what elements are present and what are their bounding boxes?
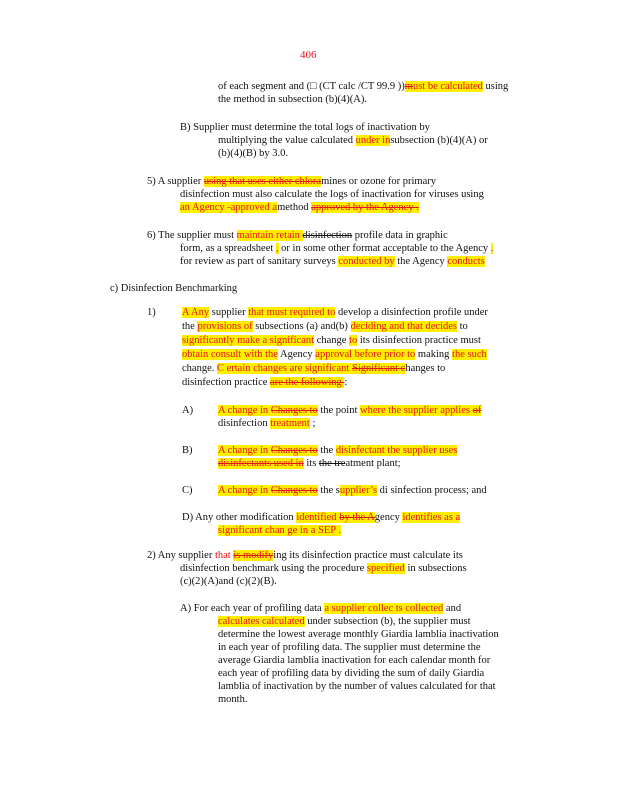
text-line <box>218 147 288 160</box>
text-line <box>182 484 193 497</box>
text-run: c) Disinfection Benchmarking <box>110 283 238 294</box>
text-line <box>180 201 419 214</box>
text-run: 1) <box>147 307 156 318</box>
inserted-text: significantly make a significant <box>182 335 315 346</box>
deleted-text: the tre <box>318 458 346 469</box>
deleted-text: approved by the Agency . <box>311 202 419 213</box>
text-run: 6) The supplier must <box>147 230 237 241</box>
deleted-text: m <box>404 81 413 92</box>
text-run: disinfection benchmark using the procedure <box>180 563 367 574</box>
text-run: profile data in graphic <box>352 230 448 241</box>
text-line <box>218 444 457 457</box>
text-line <box>218 667 484 680</box>
text-line <box>180 575 277 588</box>
text-run: change <box>314 335 350 346</box>
text-run: gency <box>374 512 403 523</box>
inserted-text: C ertain changes are significant <box>216 363 352 374</box>
text-line <box>180 562 467 575</box>
deleted-text: by the A <box>339 512 375 523</box>
text-line <box>180 188 484 201</box>
text-run: atment plant; <box>345 458 401 469</box>
text-run: the point <box>317 405 361 416</box>
text-run: disinfection practice <box>182 377 271 388</box>
deleted-text: Changes to <box>270 445 318 456</box>
text-run: each year of profiling data by dividing the sum of daily Giardia <box>218 668 485 679</box>
text-line <box>218 404 481 417</box>
inserted-text: to <box>349 335 358 346</box>
text-line <box>218 524 341 537</box>
text-line <box>147 175 436 188</box>
text-run: C) <box>182 485 193 496</box>
inserted-text: , <box>275 243 279 254</box>
text-run: the s <box>317 485 340 496</box>
text-run: B) <box>182 445 193 456</box>
inserted-text: approval before prior to <box>315 349 416 360</box>
inserted-text: conducted by <box>338 256 395 267</box>
deleted-text: disinfection <box>302 230 353 241</box>
inserted-text: where the supplier applies <box>360 405 473 416</box>
deleted-text: Significant c <box>351 363 406 374</box>
text-line <box>182 362 445 375</box>
text-run: its <box>303 458 319 469</box>
text-run: D) Any other modification <box>182 512 297 523</box>
inserted-text: an Agency -approved a <box>180 202 278 213</box>
text-line <box>182 404 193 417</box>
deleted-text: are the following <box>270 377 345 388</box>
text-run: disinfection must also calculate the logs of inactivation for viruses using <box>180 189 484 200</box>
page-number: 406 <box>300 49 317 61</box>
text-run: subsection (b)(4)(A) or <box>390 135 488 146</box>
text-run: (b)(4)(B) by 3.0. <box>218 148 288 159</box>
text-line <box>218 417 315 430</box>
text-run: the <box>317 445 336 456</box>
text-line <box>218 134 488 147</box>
inserted-text: calculates calculated <box>218 616 305 627</box>
text-run: under subsection (b), the supplier must <box>304 616 471 627</box>
inserted-text: conducts <box>447 256 485 267</box>
text-run: that <box>214 550 234 561</box>
text-run: subsections (a) and(b) <box>252 321 351 332</box>
text-run: the <box>182 321 198 332</box>
text-run: change. <box>182 363 217 374</box>
inserted-text: provisions of <box>197 321 253 332</box>
text-line <box>218 615 471 628</box>
text-run: )) <box>395 81 405 92</box>
text-line <box>218 628 499 641</box>
text-run: B) Supplier must determine the total logs of inactivation by <box>180 122 430 133</box>
inserted-text: treatment <box>270 418 310 429</box>
text-run: /CT <box>355 81 377 92</box>
inserted-text: that must required to <box>248 307 336 318</box>
text-run: the Agency <box>394 256 448 267</box>
text-line <box>182 334 481 347</box>
text-line <box>182 444 193 457</box>
text-run: for review as part of sanitary surveys <box>180 256 339 267</box>
text-run: multiplying the value calculated <box>218 135 356 146</box>
text-run: of each segment and (□ (CT <box>218 81 339 92</box>
deleted-text: of <box>472 405 482 416</box>
text-line <box>147 549 463 562</box>
deleted-text: Changes to <box>270 485 318 496</box>
inserted-text: obtain consult with the <box>182 349 278 360</box>
inserted-text: A change in <box>218 405 271 416</box>
text-run: Agency <box>277 349 316 360</box>
inserted-text: deciding and that decides <box>350 321 457 332</box>
inserted-text: under in <box>355 135 391 146</box>
text-run: develop a disinfection profile under <box>335 307 488 318</box>
inserted-text: identified <box>296 512 340 523</box>
inserted-text: upplier’s <box>339 485 378 496</box>
text-run: hanges to <box>405 363 446 374</box>
inserted-text: specified <box>366 563 405 574</box>
text-line <box>218 680 496 693</box>
deleted-text: is modify <box>233 550 274 561</box>
inserted-text: ust be calculated <box>412 81 483 92</box>
text-line <box>180 121 430 134</box>
text-line <box>182 320 468 333</box>
text-line <box>180 602 461 615</box>
text-run: (c)(2)(A)and (c)(2)(B). <box>180 576 277 587</box>
text-run: : <box>344 377 348 388</box>
text-run: average Giardia lamblia inactivation for each calendar month for <box>218 655 491 666</box>
inserted-text: A Any <box>182 307 210 318</box>
inserted-text: a supplier collec ts collected <box>324 603 444 614</box>
text-run: ; <box>309 418 316 429</box>
text-line <box>218 484 487 497</box>
text-run: the method in subsection (b)(4)(A). <box>218 94 368 105</box>
inserted-text: A change in <box>218 445 271 456</box>
text-run: 99.9 <box>376 81 396 92</box>
text-line <box>218 457 401 470</box>
text-run: supplier <box>209 307 249 318</box>
inserted-text: maintain retain <box>236 230 303 241</box>
text-run: using <box>482 81 509 92</box>
text-line <box>180 255 485 268</box>
text-run: form, as a spreadsheet <box>180 243 276 254</box>
text-line <box>218 693 247 706</box>
text-line <box>182 348 487 361</box>
inserted-text: A change in <box>218 485 271 496</box>
text-line <box>147 306 156 319</box>
text-run: disinfection <box>218 418 271 429</box>
text-run: 2) Any supplier <box>147 550 215 561</box>
text-run: A) For each year of profiling data <box>180 603 325 614</box>
text-run: month. <box>218 694 248 705</box>
text-run: its disinfection practice must <box>357 335 481 346</box>
inserted-text: the such <box>452 349 487 360</box>
text-line <box>182 306 488 319</box>
text-run: in each year of profiling data. The supplier must determine the <box>218 642 481 653</box>
text-line <box>218 641 481 654</box>
text-run: calc <box>338 81 356 92</box>
text-line <box>180 242 493 255</box>
deleted-text: using that uses either chlora <box>203 176 322 187</box>
text-run: method <box>277 202 312 213</box>
text-run: and <box>443 603 462 614</box>
text-run: making <box>415 349 453 360</box>
text-run: in subsections <box>404 563 467 574</box>
text-run: lamblia of inactivation by the number of values calculated for that <box>218 681 496 692</box>
text-run: di sinfection process; and <box>377 485 487 496</box>
text-line <box>147 229 448 242</box>
text-line <box>110 282 237 295</box>
deleted-text: Changes to <box>270 405 318 416</box>
inserted-text: . <box>490 243 494 254</box>
text-run: or in some other format acceptable to the Agency <box>278 243 491 254</box>
text-run: ing its disinfection practice must calculate its <box>273 550 463 561</box>
deleted-text: disinfectants used in <box>218 458 304 469</box>
text-line <box>182 511 460 524</box>
text-run: to <box>456 321 468 332</box>
text-run: A) <box>182 405 194 416</box>
text-line <box>182 376 347 389</box>
text-line <box>218 80 508 93</box>
text-run: 5) A supplier <box>147 176 204 187</box>
inserted-text: disinfectant the supplier uses <box>335 445 458 456</box>
text-line <box>218 93 367 106</box>
text-run: determine the lowest average monthly Giardia lamblia inactivation <box>218 629 499 640</box>
inserted-text: significant chan ge in a SEP . <box>218 525 341 536</box>
inserted-text: identifies as a <box>402 512 461 523</box>
text-run: mines or ozone for primary <box>321 176 436 187</box>
text-line <box>218 654 490 667</box>
